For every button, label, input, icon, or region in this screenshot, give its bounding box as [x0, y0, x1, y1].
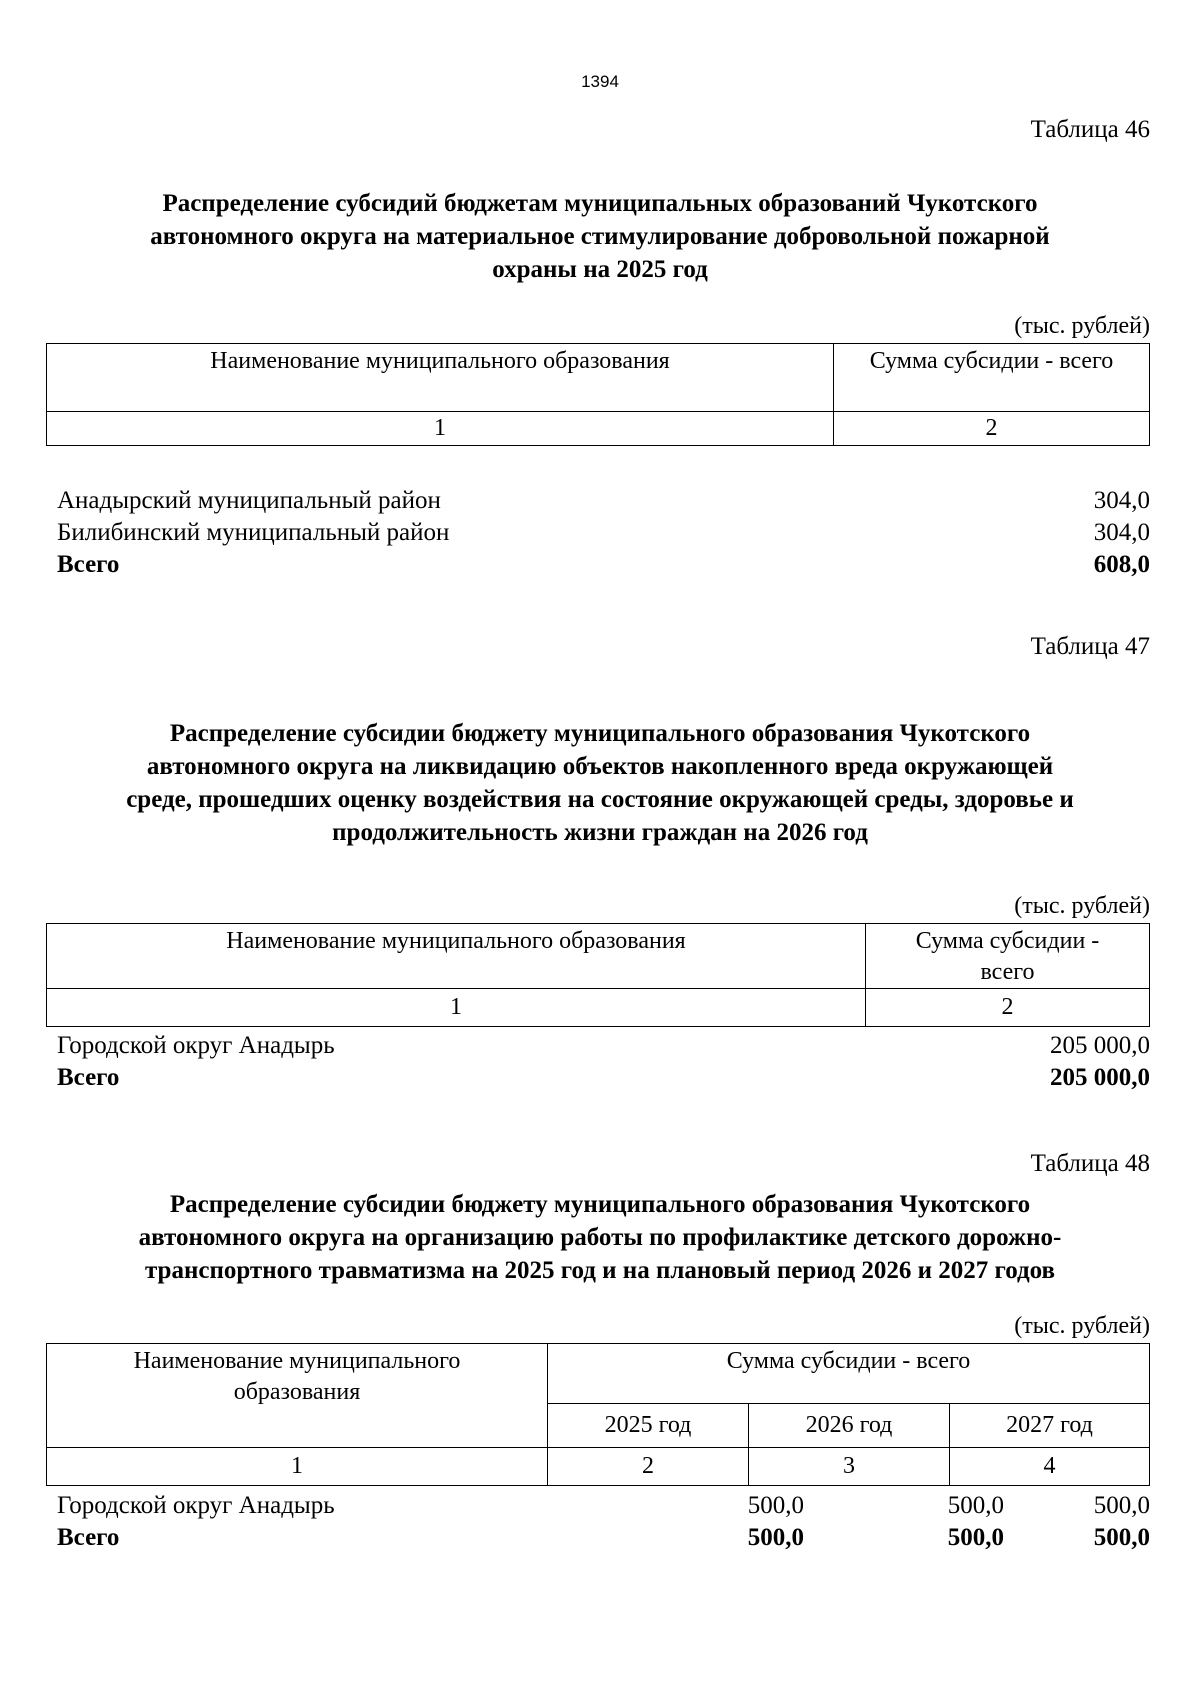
title-line: Распределение субсидии бюджету муниципального образования Чукотского — [169, 1191, 1031, 1218]
table-row — [57, 517, 1150, 549]
header-name-cell — [47, 1344, 548, 1448]
header-sum-cell — [866, 924, 1150, 989]
header-year: 2026 год — [749, 1404, 950, 1448]
header-name-cell: Наименование муниципального образования — [47, 344, 834, 412]
total-row — [57, 549, 1150, 581]
title-line: транспортного травматизма на 2025 год и на плановый период 2026 и 2027 годов — [144, 1257, 1056, 1284]
row-value: 304,0 — [1093, 519, 1150, 546]
header-year: 2025 год — [548, 1404, 749, 1448]
row-value-2026: 500,0 — [947, 1492, 1004, 1519]
header-year: 2027 год — [950, 1404, 1150, 1448]
column-number: 4 — [950, 1448, 1150, 1486]
column-number: 2 — [866, 989, 1150, 1027]
table-47-label: Таблица 47 — [1030, 633, 1150, 660]
total-row — [57, 1062, 1150, 1094]
header-sum-line: Сумма субсидии - — [915, 928, 1100, 954]
table-46-header — [46, 343, 1150, 446]
table-48-label: Таблица 48 — [1030, 1150, 1150, 1177]
column-number: 2 — [548, 1448, 749, 1486]
row-name: Анадырский муниципальный район — [57, 487, 441, 514]
table-47-header — [46, 923, 1150, 1027]
title-line: продолжительность жизни граждан на 2026 год — [332, 819, 868, 846]
header-sum-group: Сумма субсидии - всего — [548, 1344, 1150, 1404]
column-number: 1 — [47, 989, 866, 1027]
table-row — [57, 485, 1150, 517]
column-number: 1 — [47, 412, 834, 446]
title-line: автономного округа на материальное стимулирование добровольной пожарной — [150, 223, 1050, 250]
total-label: Всего — [57, 1524, 120, 1551]
table-47-units: (тыс. рублей) — [1014, 893, 1150, 919]
total-label: Всего — [57, 551, 120, 578]
table-48-title — [50, 1188, 1150, 1287]
title-line: охраны на 2025 год — [492, 256, 708, 283]
total-value: 608,0 — [1093, 551, 1150, 578]
row-value: 205 000,0 — [1050, 1032, 1150, 1059]
row-value: 304,0 — [1093, 487, 1150, 514]
table-row — [57, 1030, 1150, 1062]
header-name-line: образования — [233, 1379, 361, 1405]
title-line: автономного округа на организацию работы по профилактике детского дорожно- — [138, 1224, 1062, 1251]
table-48-units: (тыс. рублей) — [1014, 1313, 1150, 1339]
title-line: Распределение субсидии бюджету муниципального образования Чукотского — [169, 720, 1031, 747]
page-number: 1394 — [581, 72, 619, 91]
total-row — [57, 1522, 1150, 1554]
table-46-title — [50, 187, 1150, 286]
total-label: Всего — [57, 1064, 120, 1091]
table-row — [57, 1490, 1150, 1522]
table-48-header — [46, 1343, 1150, 1486]
row-value-2027: 500,0 — [1093, 1492, 1150, 1519]
total-value-2027: 500,0 — [1093, 1524, 1150, 1551]
column-number: 1 — [47, 1448, 548, 1486]
table-46-units: (тыс. рублей) — [1014, 313, 1150, 339]
title-line: Распределение субсидий бюджетам муниципальных образований Чукотского — [162, 190, 1038, 217]
total-value-2025: 500,0 — [747, 1524, 804, 1551]
column-number: 2 — [834, 412, 1150, 446]
row-value-2025: 500,0 — [747, 1492, 804, 1519]
row-name: Городской округ Анадырь — [57, 1032, 335, 1059]
header-name-line: Наименование муниципального — [133, 1348, 461, 1374]
header-sum-line: всего — [980, 959, 1035, 985]
header-name-cell: Наименование муниципального образования — [47, 924, 866, 989]
title-line: среде, прошедших оценку воздействия на состояние окружающей среды, здоровье и — [126, 786, 1074, 813]
table-46-label: Таблица 46 — [1030, 116, 1150, 143]
table-47-title — [50, 717, 1150, 849]
column-number: 3 — [749, 1448, 950, 1486]
total-value: 205 000,0 — [1050, 1064, 1150, 1091]
title-line: автономного округа на ликвидацию объектов накопленного вреда окружающей — [146, 753, 1054, 780]
row-name: Городской округ Анадырь — [57, 1492, 335, 1519]
header-sum-cell: Сумма субсидии - всего — [834, 344, 1150, 412]
total-value-2026: 500,0 — [947, 1524, 1004, 1551]
row-name: Билибинский муниципальный район — [57, 519, 450, 546]
